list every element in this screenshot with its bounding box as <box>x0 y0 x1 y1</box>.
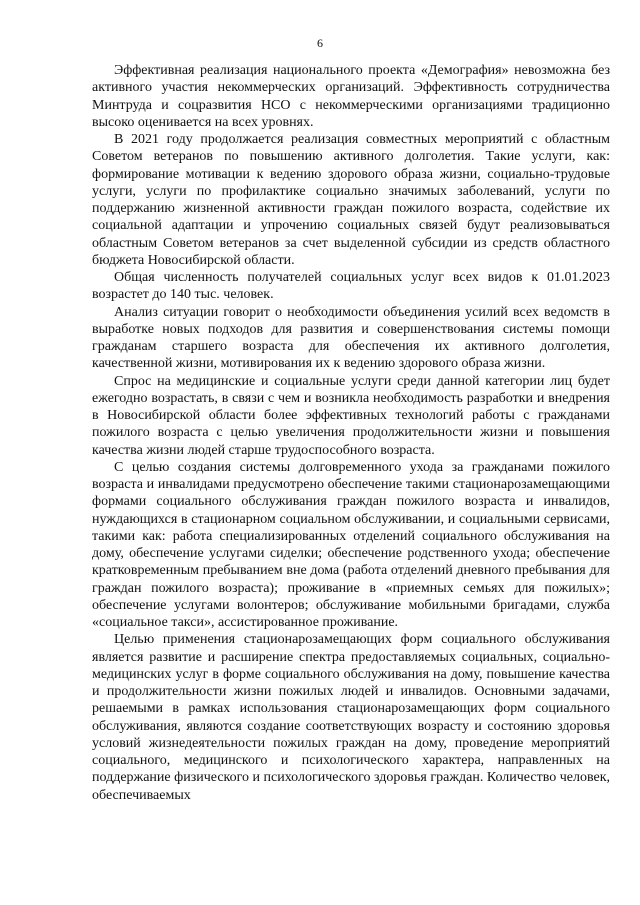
document-body <box>92 62 610 804</box>
paragraph-3: Общая численность получателей социальных услуг всех видов к 01.01.2023 возрастет до 140 тыс. человек. <box>92 270 610 303</box>
paragraph-2: В 2021 году продолжается реализация совместных мероприятий с областным Советом ветеранов по повышению активного долголетия. Такие услуги, как: формирование мотивации к ведению здорового образа жизни, социально-трудовые услуги, услуги по профилактике социально значимых заболеваний, услуги по поддержанию жизненной активности граждан пожилого возраста, содействие их социальной адаптации и упрочению социальных связей будут реализовываться областным Советом ветеранов за счет выделенной субсидии из средств областного бюджета Новосибирской области. <box>92 132 610 268</box>
paragraph-5: Спрос на медицинские и социальные услуги среди данной категории лиц будет ежегодно возрастать, в связи с чем и возникла необходимость разработки и внедрения в Новосибирской области более эффективных технологий работы с гражданами пожилого возраста с целью увеличения продолжительности жизни и повышения качества жизни людей старше трудоспособного возраста. <box>92 373 610 458</box>
page-number: 6 <box>317 36 323 50</box>
paragraph-7: Целью применения стационарозамещающих форм социального обслуживания является развитие и расширение спектра предоставляемых социальных, социально-медицинских услуг в форме социального обслуживания на дому, повышение качества и продолжительности жизни пожилых людей и инвалидов. Основными задачами, решаемыми в рамках использования стационарозамещающих форм социального обслуживания, являются создание соответствующих возрасту и состоянию здоровья условий жизнедеятельности пожилых граждан на дому, проведение мероприятий социального, медицинского и психологического характера, направленных на поддержание физического и психологического здоровья граждан. Количество человек, обеспечиваемых <box>92 632 610 803</box>
paragraph-6: С целью создания системы долговременного ухода за гражданами пожилого возраста и инвалидами предусмотрено обеспечение такими стационарозамещающими формами социального обслуживания граждан пожилого возраста и инвалидов, нуждающихся в стационарном социальном обслуживании, и социальными сервисами, такими как: работа специализированных отделений социального обслуживания на дому, обеспечение услугами сиделки; обеспечение родственного ухода; обеспечение кратковременным пребыванием вне дома (работа отделений дневного пребывания для граждан пожилого возраста); проживание в «приемных семьях для пожилых»; обеспечение услугами волонтеров; обслуживание мобильными бригадами, служба «социальное такси», ассистированное проживание. <box>92 459 610 630</box>
paragraph-4: Анализ ситуации говорит о необходимости объединения усилий всех ведомств в выработке новых подходов для развития и совершенствования системы помощи гражданам старшего возраста для обеспечения их активного долголетия, качественной жизни, мотивирования их к ведению здорового образа жизни. <box>92 304 610 372</box>
paragraph-1: Эффективная реализация национального проекта «Демография» невозможна без активного участия некоммерческих организаций. Эффективность сотрудничества Минтруда и соцразвития НСО с некоммерческими организациями традиционно высоко оценивается на всех уровнях. <box>92 63 610 130</box>
